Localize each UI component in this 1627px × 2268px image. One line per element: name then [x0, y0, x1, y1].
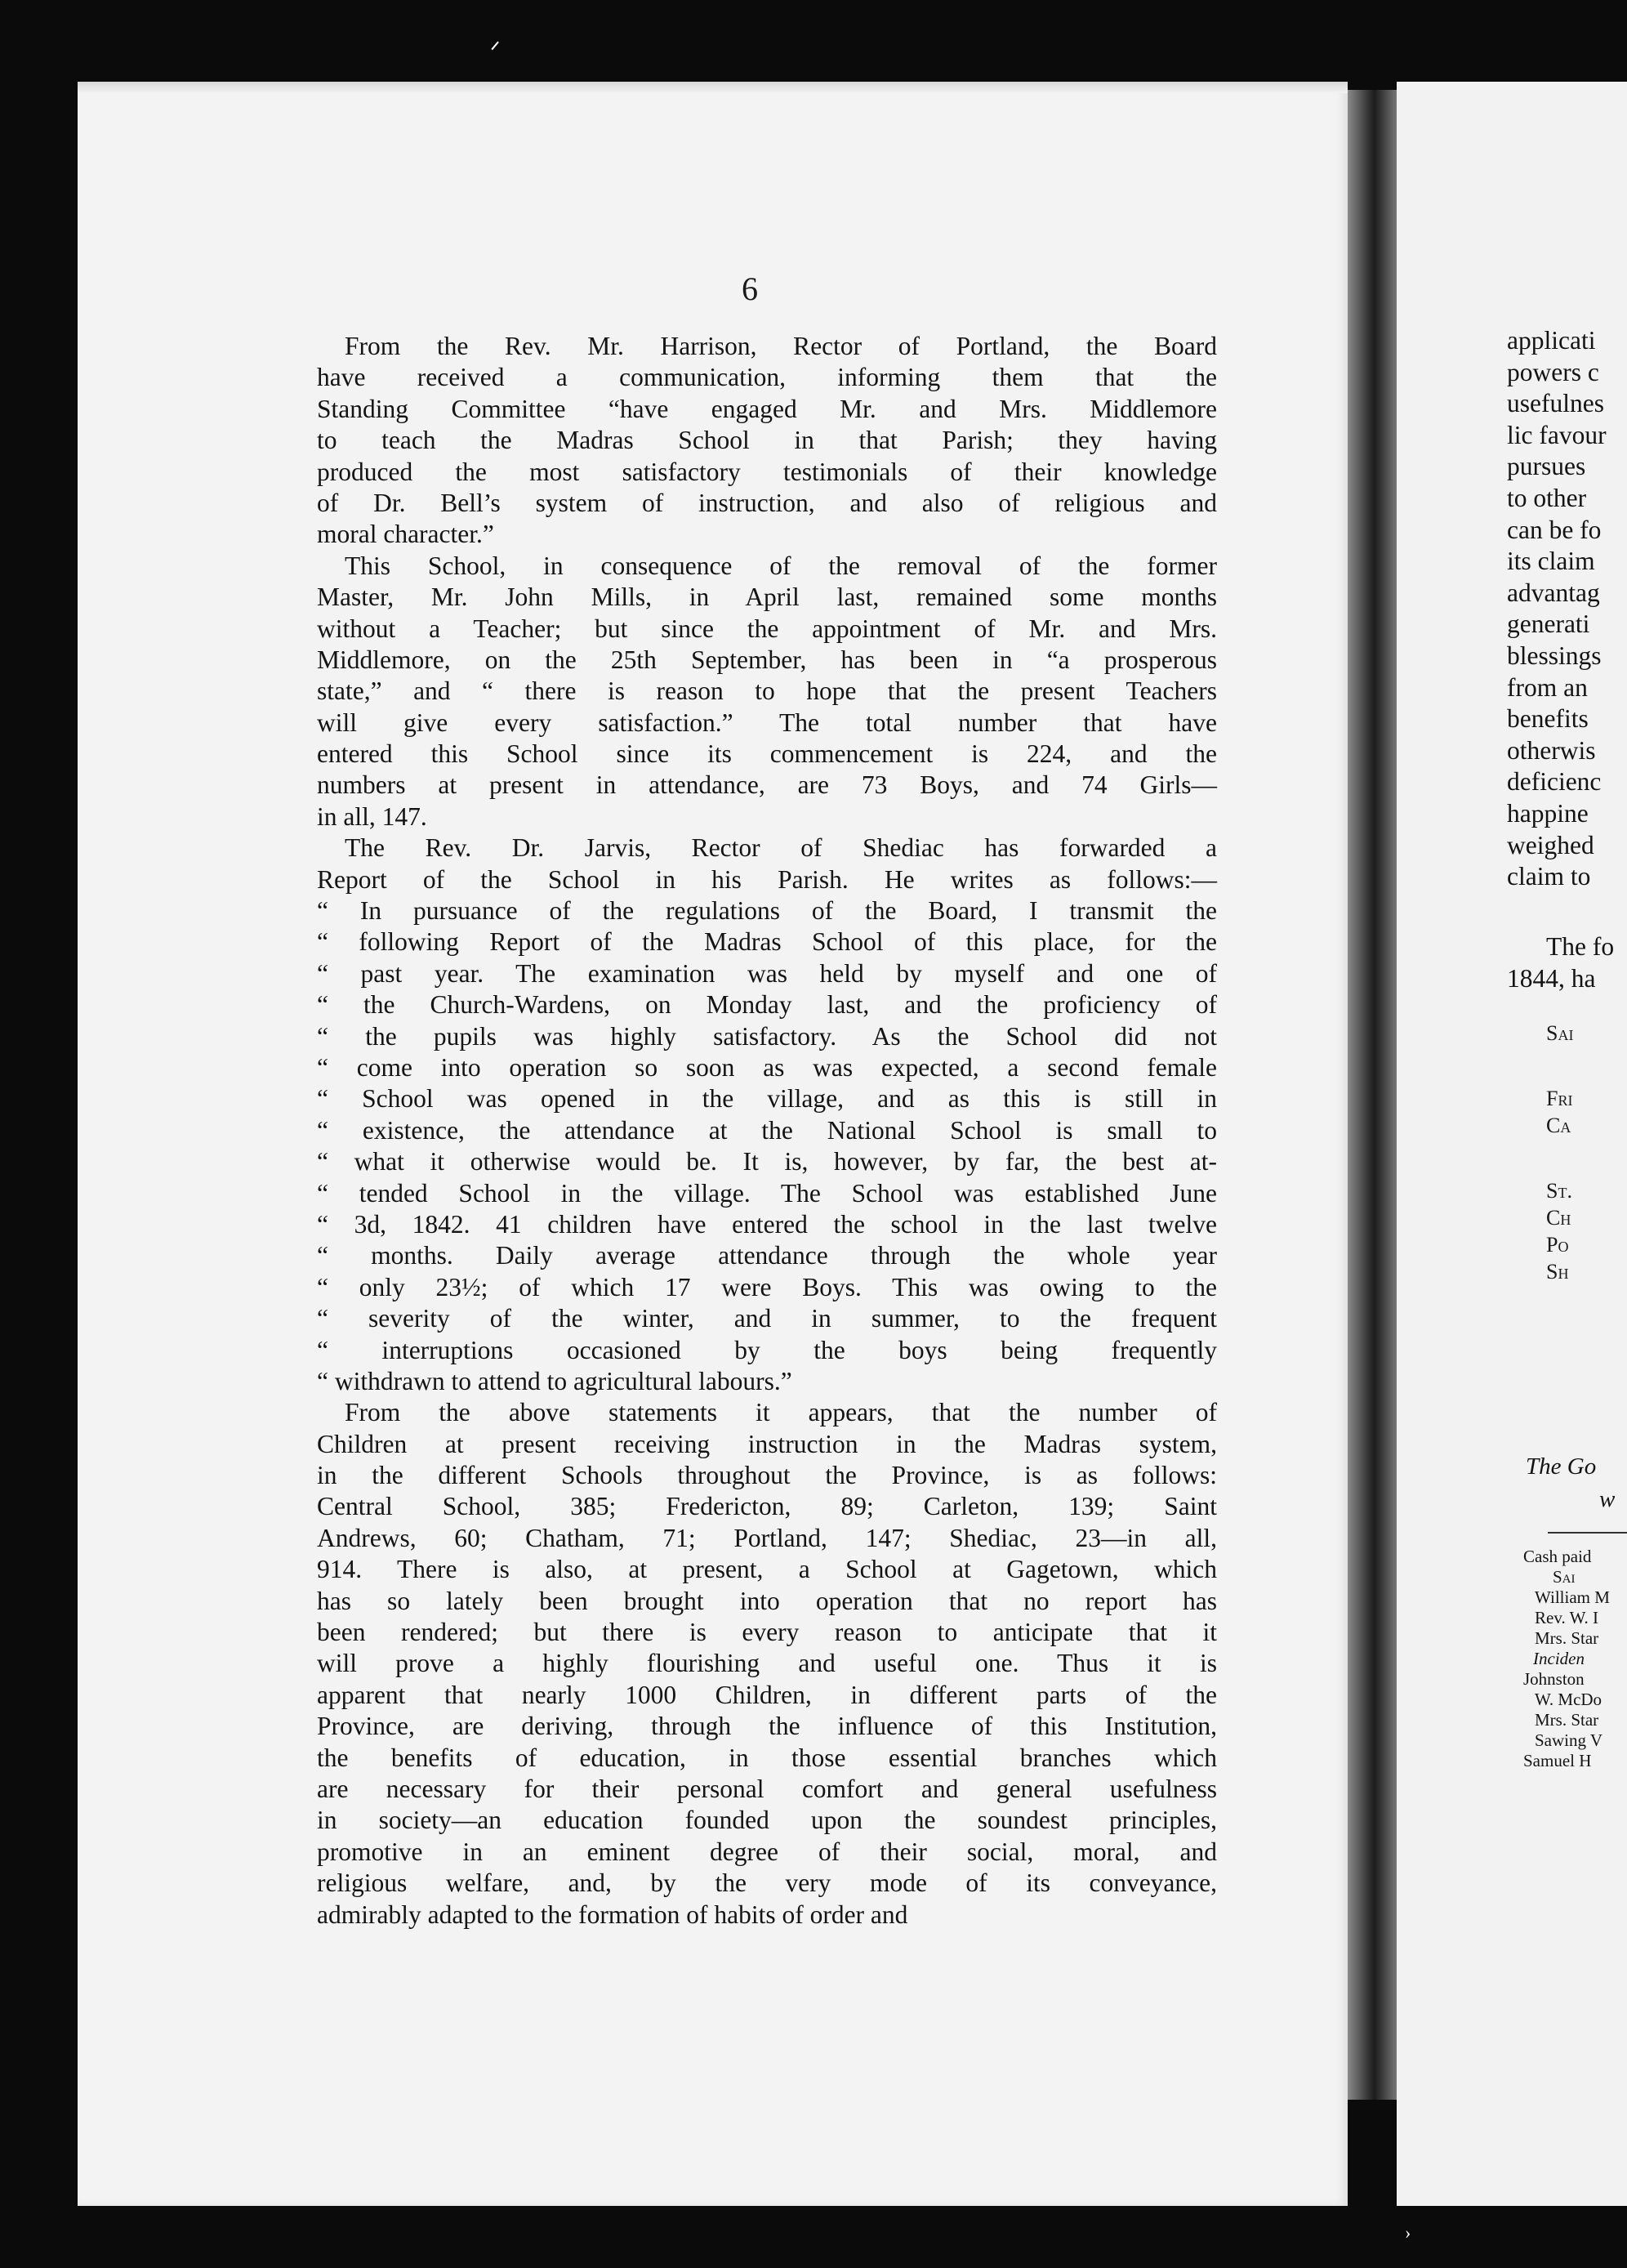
text-line: its claim: [1507, 547, 1595, 576]
text-line: apparent that nearly 1000 Children, in different parts of the: [317, 1680, 1217, 1709]
account-table: [1523, 1547, 1610, 1771]
text-line: promotive in an eminent degree of their social, moral, and: [317, 1837, 1217, 1866]
right-page-heading: [1526, 1450, 1615, 1516]
text-line: entered this School since its commencement is 224, and the: [317, 739, 1217, 769]
text-line: “ come into operation so soon as was expected, a second female: [317, 1052, 1217, 1082]
text-line: religious welfare, and, by the very mode of its conveyance,: [317, 1868, 1217, 1898]
text-line: from an: [1507, 672, 1588, 702]
text-line: The fo: [1546, 932, 1615, 961]
text-line: Province, are deriving, through the influence of this Institution,: [317, 1712, 1217, 1741]
text-line: to teach the Madras School in that Parish; they having: [317, 426, 1217, 455]
heading-line: w: [1599, 1486, 1616, 1512]
text-line: From the above statements it appears, that the number of: [345, 1398, 1217, 1427]
text-line: the benefits of education, in those essential branches which: [317, 1743, 1217, 1772]
text-line: can be fo: [1507, 515, 1602, 544]
text-line: blessings: [1507, 641, 1602, 670]
text-line: without a Teacher; but since the appointment of Mr. and Mrs.: [317, 614, 1217, 643]
list-item: Sh: [1546, 1260, 1569, 1284]
text-line: Report of the School in his Parish. He writes as follows:—: [317, 864, 1217, 894]
list-item: Po: [1546, 1233, 1569, 1257]
text-line: Master, Mr. John Mills, in April last, remained some months: [317, 583, 1217, 612]
main-text: [317, 331, 1217, 1931]
text-line: Standing Committee “have engaged Mr. and Mrs. Middlemore: [317, 394, 1217, 423]
scan-mark: ᐟ: [490, 38, 501, 65]
text-line: “ months. Daily average attendance through the whole year: [317, 1241, 1217, 1270]
text-line: have received a communication, informing them that the: [317, 363, 1217, 392]
text-line: “ 3d, 1842. 41 children have entered the school in the last twelve: [317, 1209, 1217, 1239]
text-line: generati: [1507, 609, 1590, 639]
text-line: weighed: [1507, 830, 1594, 859]
text-line: has so lately been brought into operation that no report has: [317, 1586, 1217, 1615]
list-item: Fri: [1546, 1087, 1573, 1110]
text-line: Andrews, 60; Chatham, 71; Portland, 147; Shediac, 23—in all,: [317, 1523, 1217, 1552]
text-line: happine: [1507, 798, 1589, 828]
text-line: deficienc: [1507, 767, 1602, 797]
text-line: “ existence, the attendance at the National School is small to: [317, 1115, 1217, 1145]
text-line: “ severity of the winter, and in summer, to the frequent: [317, 1304, 1217, 1333]
text-line: of Dr. Bell’s system of instruction, and also of religious and: [317, 488, 1217, 517]
text-line: “ interruptions occasioned by the boys being frequently: [317, 1335, 1217, 1364]
account-line: Samuel H: [1523, 1751, 1592, 1770]
text-line: The Rev. Dr. Jarvis, Rector of Shediac has forwarded a: [345, 833, 1217, 863]
heading-line: The Go: [1526, 1453, 1597, 1480]
text-line: will prove a highly flourishing and useful one. Thus it is: [317, 1649, 1217, 1678]
account-line: Sai: [1553, 1567, 1576, 1587]
text-line: “ withdrawn to attend to agricultural labours.”: [317, 1366, 792, 1395]
text-line: produced the most satisfactory testimonials of their knowledge: [317, 457, 1217, 486]
account-line: William M: [1535, 1587, 1610, 1607]
right-page-text: [1507, 325, 1627, 893]
divider-rule: [1548, 1532, 1627, 1534]
text-line: “ past year. The examination was held by myself and one of: [317, 958, 1217, 988]
text-line: 914. There is also, at present, a School at Gagetown, which: [317, 1555, 1217, 1584]
text-line: will give every satisfaction.” The total number that have: [317, 708, 1217, 737]
text-line: otherwis: [1507, 735, 1596, 765]
text-line: moral character.”: [317, 520, 494, 549]
text-line: Middlemore, on the 25th September, has been in “a prosperous: [317, 645, 1217, 674]
text-line: in the different Schools throughout the Province, is as follows:: [317, 1461, 1217, 1490]
text-line: Central School, 385; Fredericton, 89; Carleton, 139; Saint: [317, 1492, 1217, 1521]
account-line: Rev. W. I: [1535, 1608, 1598, 1627]
text-line: to other: [1507, 483, 1587, 512]
text-line: in all, 147.: [317, 801, 427, 831]
text-line: “ School was opened in the village, and as this is still in: [317, 1084, 1217, 1114]
right-page-paragraph: [1507, 931, 1614, 994]
text-line: “ tended School in the village. The School was established June: [317, 1178, 1217, 1208]
text-line: applicati: [1507, 326, 1596, 355]
text-line: “ the Church-Wardens, on Monday last, and the proficiency of: [317, 990, 1217, 1020]
list-item: Ch: [1546, 1206, 1571, 1230]
text-line: pursues: [1507, 452, 1586, 481]
account-line: Mrs. Star: [1535, 1710, 1599, 1730]
account-line: Mrs. Star: [1535, 1628, 1599, 1648]
text-line: usefulnes: [1507, 389, 1604, 418]
text-line: state,” and “ there is reason to hope that the present Teachers: [317, 676, 1217, 706]
text-line: 1844, ha: [1507, 963, 1596, 993]
text-line: lic favour: [1507, 420, 1607, 449]
account-line: Inciden: [1533, 1649, 1585, 1668]
account-line: Johnston: [1523, 1669, 1585, 1689]
text-line: in society—an education founded upon the soundest principles,: [317, 1806, 1217, 1835]
account-line: Sawing V: [1535, 1730, 1603, 1750]
text-line: powers c: [1507, 357, 1599, 386]
text-line: numbers at present in attendance, are 73 Boys, and 74 Girls—: [317, 770, 1217, 800]
text-line: Children at present receiving instruction in the Madras system,: [317, 1429, 1217, 1458]
list-item: St.: [1546, 1179, 1572, 1203]
book-gutter: [1348, 90, 1397, 2100]
text-line: “ following Report of the Madras School of this place, for the: [317, 927, 1217, 957]
account-line: W. McDo: [1535, 1690, 1602, 1709]
text-line: benefits: [1507, 704, 1589, 734]
text-line: been rendered; but there is every reason to anticipate that it: [317, 1618, 1217, 1647]
text-line: “ only 23½; of which 17 were Boys. This was owing to the: [317, 1272, 1217, 1301]
account-line: Cash paid: [1523, 1547, 1592, 1566]
text-line: “ In pursuance of the regulations of the Board, I transmit the: [317, 896, 1217, 926]
text-line: This School, in consequence of the removal of the former: [345, 551, 1217, 580]
text-line: advantag: [1507, 578, 1600, 607]
text-line: “ the pupils was highly satisfactory. As the School did not: [317, 1021, 1217, 1051]
text-line: admirably adapted to the formation of habits of order and: [317, 1900, 908, 1929]
list-item: Sai: [1546, 1021, 1574, 1045]
list-item: Ca: [1546, 1114, 1571, 1137]
scan-mark: ›: [1405, 2222, 1411, 2243]
text-line: are necessary for their personal comfort and general usefulness: [317, 1774, 1217, 1803]
text-line: “ what it otherwise would be. It is, however, by far, the best at-: [317, 1147, 1217, 1176]
page-number: 6: [742, 270, 758, 307]
text-line: claim to: [1507, 862, 1591, 891]
text-line: From the Rev. Mr. Harrison, Rector of Portland, the Board: [345, 332, 1217, 360]
